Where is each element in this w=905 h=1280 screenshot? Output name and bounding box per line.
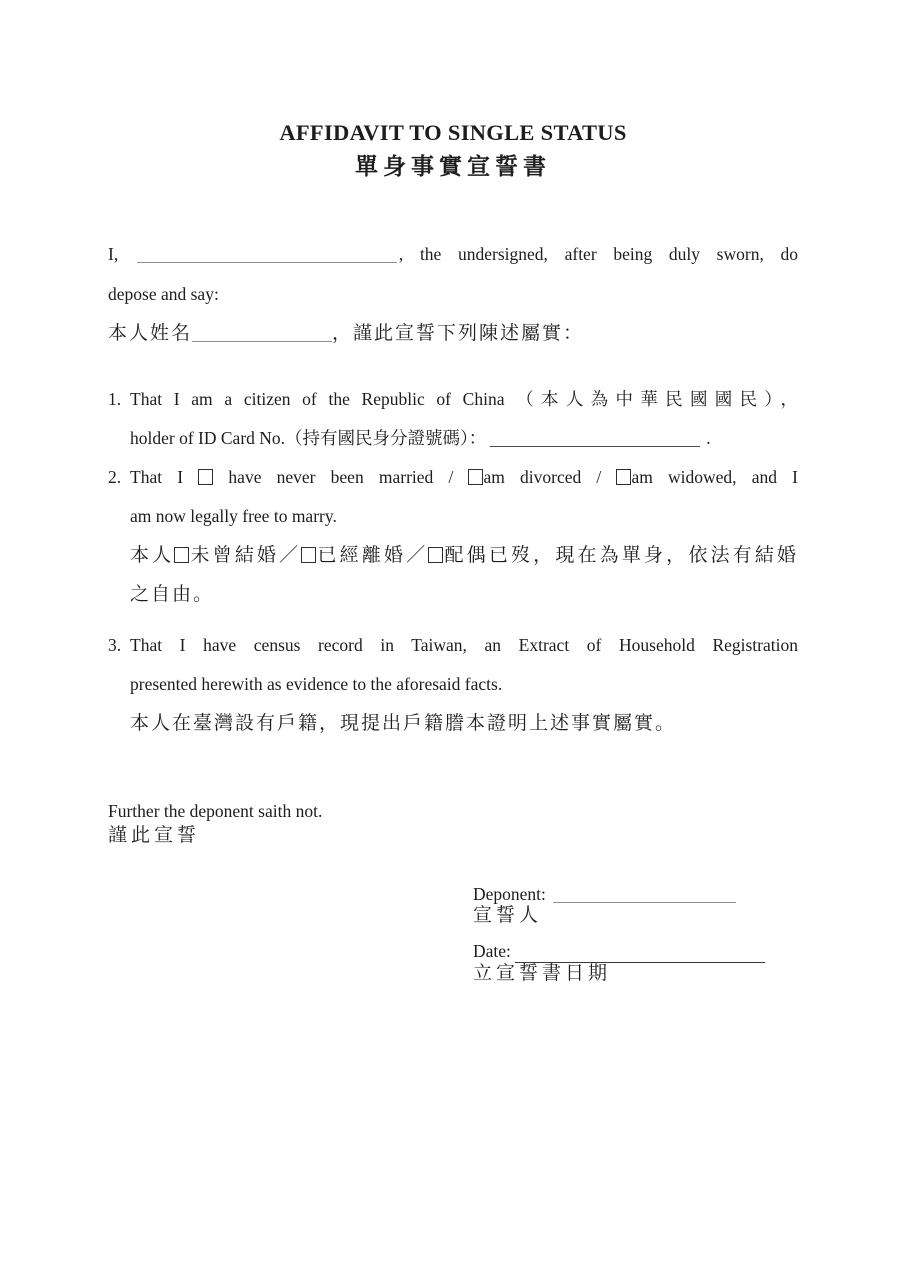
document-title-english: AFFIDAVIT TO SINGLE STATUS [279,120,627,145]
intro-text-before-name: I, [108,244,119,264]
item-2-line1-chinese [130,536,798,575]
intro-text-after-name: , the undersigned, after being duly sworn, do [398,244,799,264]
item-2-text-that-i: That I [130,467,199,487]
statement-item-1 [108,380,798,458]
date-blank[interactable] [515,949,765,963]
item-2-text-never-married: have never been married / [213,467,469,487]
signature-block [108,883,798,985]
deponent-name-blank-english[interactable] [137,249,397,263]
intro-line1-english [108,234,798,274]
deponent-label-chinese: 宣誓人 [473,905,543,926]
item-2-zh-text-divorced: 已經離婚／ [316,545,429,566]
item-2-text-divorced: am divorced / [483,467,617,487]
deponent-signature-group [473,883,798,927]
intro-zh-before-name: 本人姓名 [108,323,193,344]
deponent-label-line [473,883,798,905]
item-3-line-chinese: 本人在臺灣設有戶籍，現提出戶籍謄本證明上述事實屬實。 [130,713,677,734]
item-3-line2-english: presented herewith as evidence to the aforesaid facts. [130,674,503,694]
checkbox-widowed[interactable] [616,469,631,485]
intro-line2-english: depose and say: [108,284,219,304]
closing-line-english: Further the deponent saith not. [108,801,323,821]
item-1-number: 1. [108,389,122,409]
deponent-name-blank-chinese[interactable] [192,328,332,342]
intro-line-chinese [108,314,798,354]
item-2-number: 2. [108,467,122,487]
item-2-text-widowed: am widowed, and I [631,467,798,487]
id-card-line-period: . [706,428,711,448]
deponent-label: Deponent: [473,884,546,904]
item-2-line2-english: am now legally free to marry. [130,506,337,526]
statement-item-2 [108,458,798,614]
date-label-chinese: 立宣誓書日期 [473,963,612,984]
checkbox-never-married-zh[interactable] [174,547,189,563]
item-2-zh-text-self: 本人 [130,545,175,566]
intro-zh-after-name: ，謹此宣誓下列陳述屬實： [332,323,585,344]
item-2-line1-english [130,458,798,497]
item-3-number: 3. [108,635,122,655]
item-2-body [130,458,798,614]
date-label-line [473,940,798,963]
item-2-line2-chinese: 之自由。 [130,584,215,605]
document-title-chinese: 單身事實宣誓書 [355,154,551,179]
checkbox-never-married[interactable] [198,469,213,485]
closing-line-chinese: 謹此宣誓 [108,825,201,846]
item-2-zh-text-spouse-deceased: 配偶已歿，現在為單身，依法有結婚 [443,545,798,566]
item-1-body [130,380,798,458]
checkbox-spouse-deceased-zh[interactable] [428,547,443,563]
intro-section [108,234,798,354]
id-card-number-blank[interactable] [490,433,700,447]
id-card-label: holder of ID Card No.（持有國民身分證號碼）： [130,428,487,448]
deponent-signature-blank[interactable] [553,889,736,903]
date-signature-group [473,940,798,985]
document-header [108,120,798,182]
item-3-line1-english: That I have census record in Taiwan, an Extract of Household Registration [130,635,798,655]
checkbox-divorced[interactable] [468,469,483,485]
statement-item-3 [108,626,798,743]
checkbox-divorced-zh[interactable] [301,547,316,563]
statements-list [108,380,798,743]
item-2-zh-text-never-married: 未曾結婚／ [189,545,302,566]
date-label: Date: [473,941,511,961]
item-3-body [130,626,798,743]
closing-section [108,799,798,849]
item-1-line2 [130,419,798,458]
item-1-line1: That I am a citizen of the Republic of China （本人為中華民國國民）， [130,389,798,409]
